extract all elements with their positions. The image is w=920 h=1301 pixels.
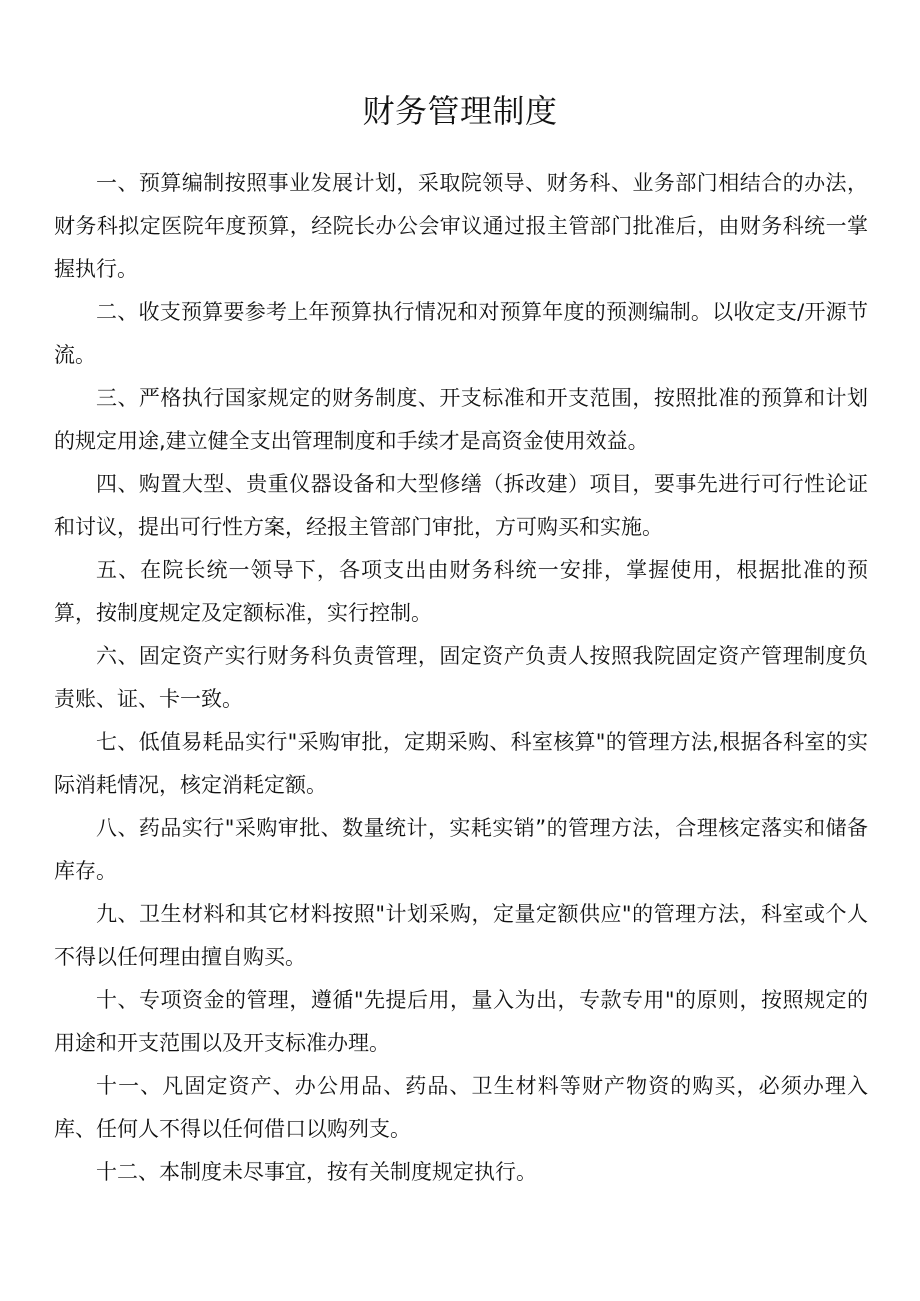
paragraph-2: 二、收支预算要参考上年预算执行情况和对预算年度的预测编制。以收定支/开源节流。 [54,300,868,367]
paragraph-6: 六、固定资产实行财务科负责管理，固定资产负责人按照我院固定资产管理制度负责账、证、卡一致。 [54,644,868,711]
paragraph-1: 一、预算编制按照事业发展计划，采取院领导、财务科、业务部门相结合的办法，财务科拟定医院年度预算，经院长办公会审议通过报主管部门批准后，由财务科统一掌握执行。 [54,171,868,281]
paragraph-12: 十二、本制度未尽事宜，按有关制度规定执行。 [96,1160,537,1184]
paragraph-4: 四、购置大型、贵重仪器设备和大型修缮（拆改建）项目，要事先进行可行性论证和讨议，提出可行性方案，经报主管部门审批，方可购买和实施。 [54,472,868,539]
paragraph-5: 五、在院长统一领导下，各项支出由财务科统一安排，掌握使用，根据批准的预算，按制度规定及定额标准，实行控制。 [54,558,868,625]
paragraph-10: 十、专项资金的管理，遵循"先提后用，量入为出，专款专用"的原则，按照规定的用途和开支范围以及开支标准办理。 [54,988,868,1055]
paragraph-11: 十一、凡固定资产、办公用品、药品、卫生材料等财产物资的购买，必须办理入库、任何人不得以任何借口以购列支。 [54,1074,868,1141]
paragraph-8: 八、药品实行"采购审批、数量统计，实耗实销”的管理方法，合理核定落实和储备库存。 [54,816,868,883]
paragraph-3: 三、严格执行国家规定的财务制度、开支标准和开支范围，按照批准的预算和计划的规定用途,建立健全支出管理制度和手续才是高资金使用效益。 [54,386,868,453]
document-body [54,162,868,1194]
paragraph-9: 九、卫生材料和其它材料按照"计划采购，定量定额供应"的管理方法，科室或个人不得以任何理由擅自购买。 [54,902,868,969]
document-title: 财务管理制度 [362,92,558,131]
paragraph-7: 七、低值易耗品实行"采购审批，定期采购、科室核算"的管理方法,根据各科室的实际消耗情况，核定消耗定额。 [54,730,868,797]
